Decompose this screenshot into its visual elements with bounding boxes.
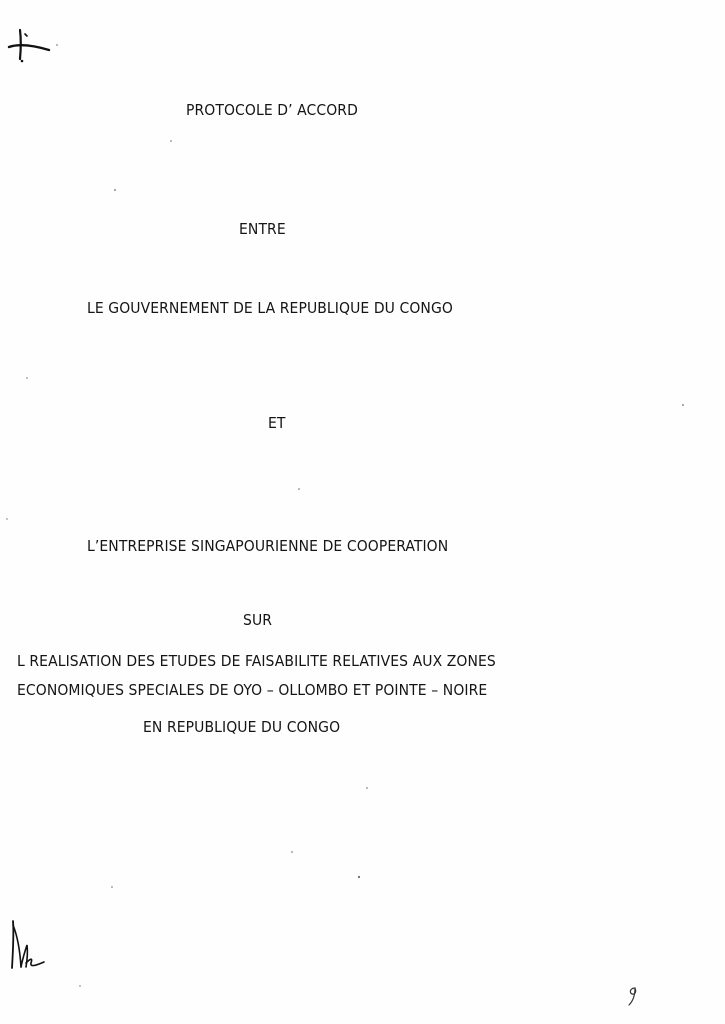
handwritten-initial-bottom-icon: [7, 915, 49, 975]
between-label: ENTRE: [239, 220, 286, 238]
subject-line-1: L REALISATION DES ETUDES DE FAISABILITE RELATIVES AUX ZONES: [17, 652, 496, 670]
party-two: L’ENTREPRISE SINGAPOURIENNE DE COOPERATION: [87, 537, 449, 555]
party-one: LE GOUVERNEMENT DE LA REPUBLIQUE DU CONGO: [87, 299, 453, 317]
and-label: ET: [268, 414, 286, 432]
subject-line-2: ECONOMIQUES SPECIALES DE OYO – OLLOMBO ET POINTE – NOIRE: [17, 681, 488, 699]
on-label: SUR: [243, 611, 273, 629]
handwritten-page-mark-icon: [625, 985, 639, 1007]
handwritten-initial-top-icon: [6, 26, 52, 66]
subject-line-3: EN REPUBLIQUE DU CONGO: [143, 718, 341, 736]
document-title: PROTOCOLE D’ ACCORD: [186, 101, 358, 119]
